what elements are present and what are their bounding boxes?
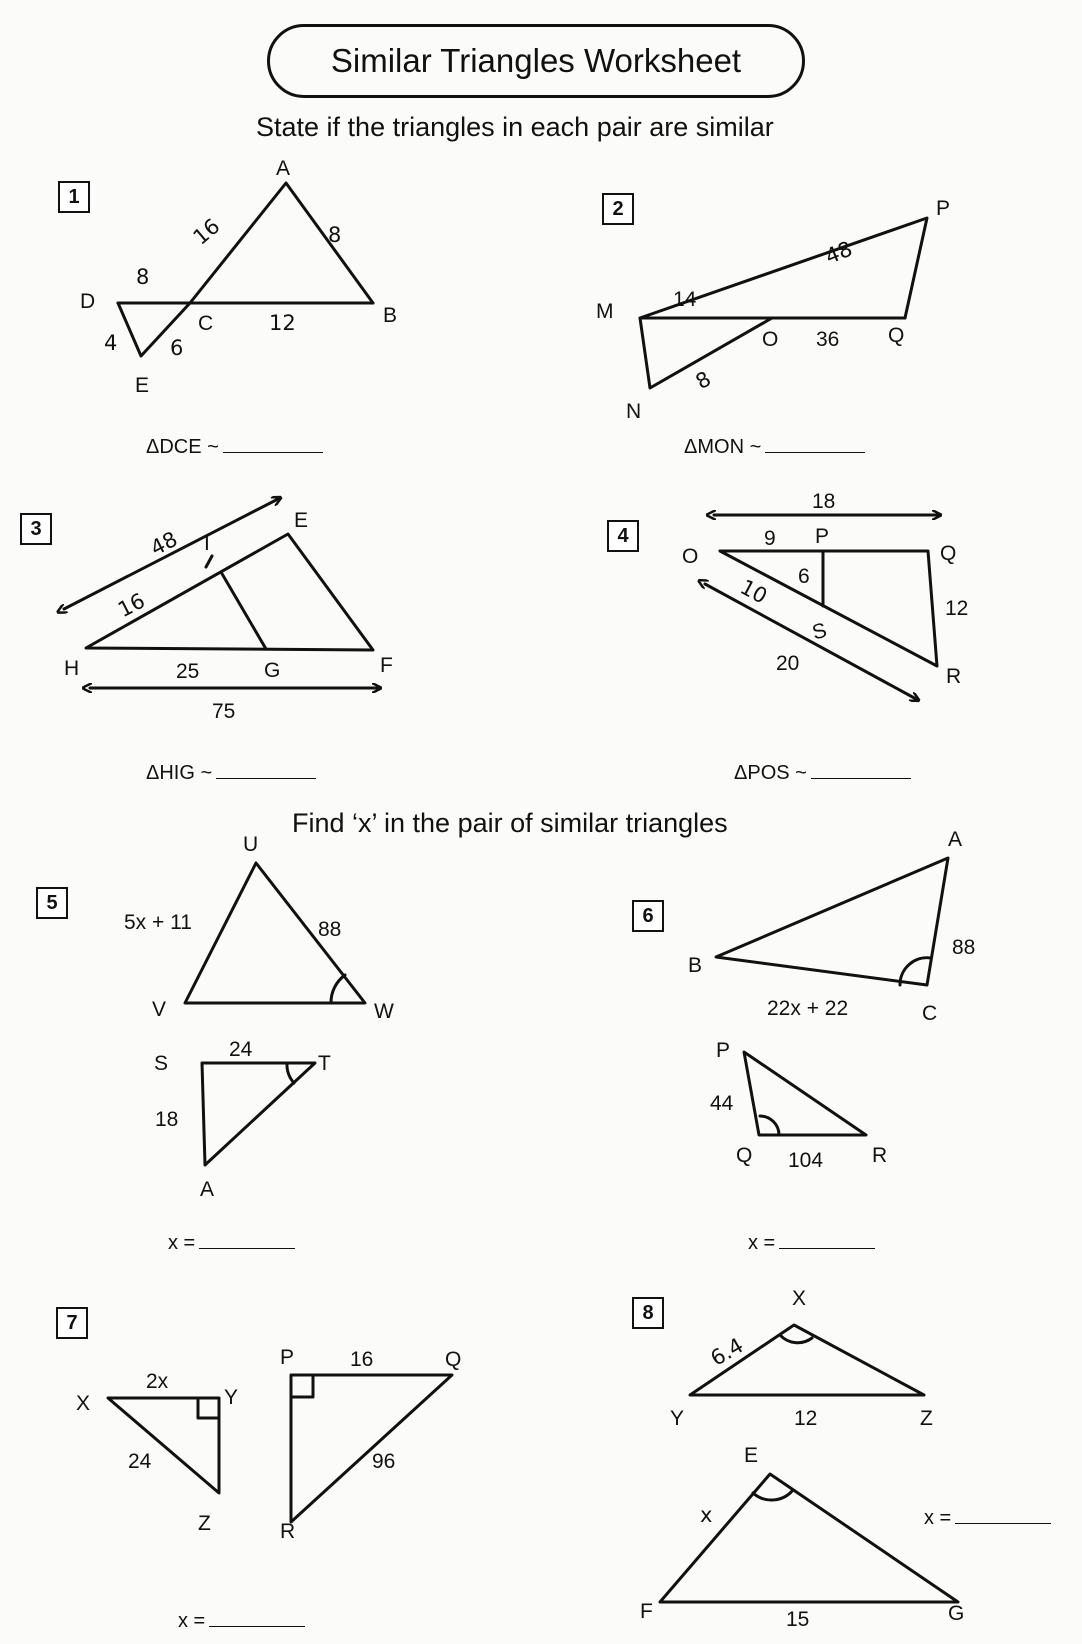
p3-side-hf: 75	[212, 700, 236, 723]
p6-label-c: C	[922, 1002, 938, 1025]
p6-side-bc: 22x + 22	[767, 997, 849, 1020]
p6-label-r: R	[872, 1144, 888, 1167]
p6-label-a: A	[948, 828, 963, 851]
p5-label-w: W	[374, 1000, 394, 1023]
p1-side-ce: 6	[170, 336, 184, 360]
p8-angle-x	[780, 1335, 812, 1343]
p7-side-pq: 16	[350, 1348, 374, 1371]
p4-side-qr: 12	[945, 597, 969, 620]
p2-label-o: O	[762, 328, 779, 351]
problem-1-figure	[118, 183, 373, 356]
problem-4-answer-label: ΔPOS ~	[734, 762, 807, 784]
problem-5-answer-label: x =	[168, 1232, 196, 1254]
p5-label-a: A	[200, 1178, 215, 1201]
p3-side-hi: 16	[114, 588, 149, 623]
problem-4-number: 4	[607, 520, 639, 552]
p3-arrow-he	[64, 498, 280, 609]
problem-2-number: 2	[602, 193, 634, 225]
p3-label-h: H	[64, 657, 80, 680]
p5-label-v: V	[152, 998, 167, 1021]
p2-label-n: N	[626, 400, 642, 423]
p7-triangle-xyz	[108, 1398, 219, 1493]
p7-label-y: Y	[224, 1386, 239, 1409]
p1-label-b: B	[383, 304, 398, 327]
problem-5-number: 5	[36, 887, 68, 919]
p5-label-t: T	[318, 1052, 331, 1075]
problem-1-answer-label: ΔDCE ~	[146, 436, 219, 458]
p2-label-q: Q	[888, 324, 905, 347]
p6-triangle-abc	[716, 858, 948, 985]
p8-side-xy: 6.4	[706, 1333, 748, 1371]
p8-label-x: X	[792, 1287, 807, 1310]
p8-triangle-efg	[660, 1474, 958, 1602]
p8-side-ef: x	[700, 1503, 713, 1527]
p8-label-z: Z	[920, 1407, 933, 1430]
page-title: Similar Triangles Worksheet	[267, 24, 805, 98]
p7-label-q: Q	[445, 1348, 462, 1371]
p8-label-f: F	[640, 1600, 653, 1623]
p3-label-f: F	[380, 654, 393, 677]
p7-label-x: X	[76, 1392, 91, 1415]
problem-7-answer-label: x =	[178, 1610, 206, 1632]
p1-side-dc: 8	[136, 265, 150, 289]
p2-side-oq: 36	[816, 328, 840, 351]
p6-side-ac: 88	[952, 936, 976, 959]
problem-8-answer-label: x =	[924, 1507, 952, 1529]
p2-side-on: 8	[691, 366, 716, 395]
p3-side-he: 48	[146, 526, 182, 561]
p5-triangle-sta	[202, 1063, 315, 1165]
p7-side-xz: 24	[128, 1450, 152, 1473]
p6-label-q: Q	[736, 1144, 753, 1167]
problem-8-figure	[660, 1325, 958, 1602]
p7-side-xy: 2x	[146, 1370, 169, 1393]
p7-right-angle-p	[291, 1375, 313, 1397]
p7-side-qr: 96	[372, 1450, 396, 1473]
p2-label-m: M	[596, 300, 614, 323]
p5-label-s: S	[154, 1052, 169, 1075]
problem-3-answer-label: ΔHIG ~	[146, 762, 213, 784]
p4-label-p: P	[815, 525, 830, 548]
p1-side-cb: 12	[269, 311, 296, 335]
problem-1-number: 1	[58, 181, 90, 213]
problem-5-figure	[185, 863, 365, 1165]
p5-side-uw: 88	[318, 918, 342, 941]
p5-side-st: 24	[229, 1038, 253, 1061]
p4-label-r: R	[946, 665, 962, 688]
problem-6-answer-label: x =	[748, 1232, 776, 1254]
p3-segment-ig	[221, 572, 266, 649]
p7-label-z: Z	[198, 1512, 211, 1535]
p4-label-q: Q	[940, 542, 957, 565]
p4-label-s: S	[809, 618, 830, 645]
p3-tick-i	[206, 556, 212, 567]
problem-7-figure	[108, 1375, 452, 1522]
p6-triangle-pqr	[744, 1052, 866, 1135]
p8-side-fg: 15	[786, 1608, 810, 1631]
p1-label-e: E	[135, 374, 150, 397]
p8-label-y: Y	[670, 1407, 685, 1430]
p7-right-angle-y	[198, 1398, 219, 1418]
p8-angle-e	[753, 1490, 793, 1500]
p4-side-op: 9	[764, 527, 776, 550]
p8-label-g: G	[948, 1602, 965, 1625]
p7-label-r: R	[280, 1520, 296, 1543]
p1-side-ab: 8	[328, 223, 342, 247]
p1-label-a: A	[276, 157, 291, 180]
section-heading-similar: State if the triangles in each pair are similar	[256, 112, 774, 142]
p3-label-g: G	[264, 659, 281, 682]
p7-label-p: P	[280, 1346, 295, 1369]
p4-side-oq: 18	[812, 490, 836, 513]
p3-label-i: I	[204, 532, 210, 555]
p4-side-os: 10	[736, 574, 772, 609]
problem-3-number: 3	[20, 513, 52, 545]
p1-label-d: D	[80, 290, 96, 313]
p4-side-sr: 20	[776, 652, 800, 675]
problem-6-number: 6	[632, 900, 664, 932]
p6-angle-q	[760, 1116, 779, 1135]
p2-side-op: 48	[821, 236, 856, 269]
p2-side-mo: 14	[673, 288, 697, 311]
p5-side-uv: 5x + 11	[124, 911, 192, 934]
p4-side-ps: 6	[798, 565, 810, 588]
p3-label-e: E	[294, 509, 309, 532]
p8-label-e: E	[744, 1444, 759, 1467]
p2-label-p: P	[936, 197, 951, 220]
section-heading-find-x: Find ‘x’ in the pair of similar triangles	[292, 808, 728, 838]
p4-label-o: O	[682, 545, 699, 568]
p6-side-qr: 104	[788, 1149, 824, 1172]
p5-label-u: U	[243, 833, 259, 856]
p6-label-p: P	[716, 1039, 731, 1062]
p5-angle-w	[331, 975, 345, 1003]
p5-angle-t	[287, 1063, 294, 1083]
p1-side-ac: 16	[188, 213, 225, 250]
p3-side-hg: 25	[176, 660, 200, 683]
problem-7-number: 7	[56, 1307, 88, 1339]
problem-3-figure	[64, 498, 380, 688]
p1-triangle-abc	[190, 183, 373, 303]
problem-2-answer-label: ΔMON ~	[684, 436, 762, 458]
p1-side-de: 4	[104, 331, 118, 355]
p1-label-c: C	[198, 312, 214, 335]
p8-side-yz: 12	[794, 1407, 818, 1430]
p7-triangle-pqr	[291, 1375, 452, 1522]
p4-arrow-or	[705, 584, 918, 700]
problem-8-number: 8	[632, 1297, 664, 1329]
p6-label-b: B	[688, 954, 703, 977]
p6-side-pq: 44	[710, 1092, 734, 1115]
p5-side-sa: 18	[155, 1108, 179, 1131]
